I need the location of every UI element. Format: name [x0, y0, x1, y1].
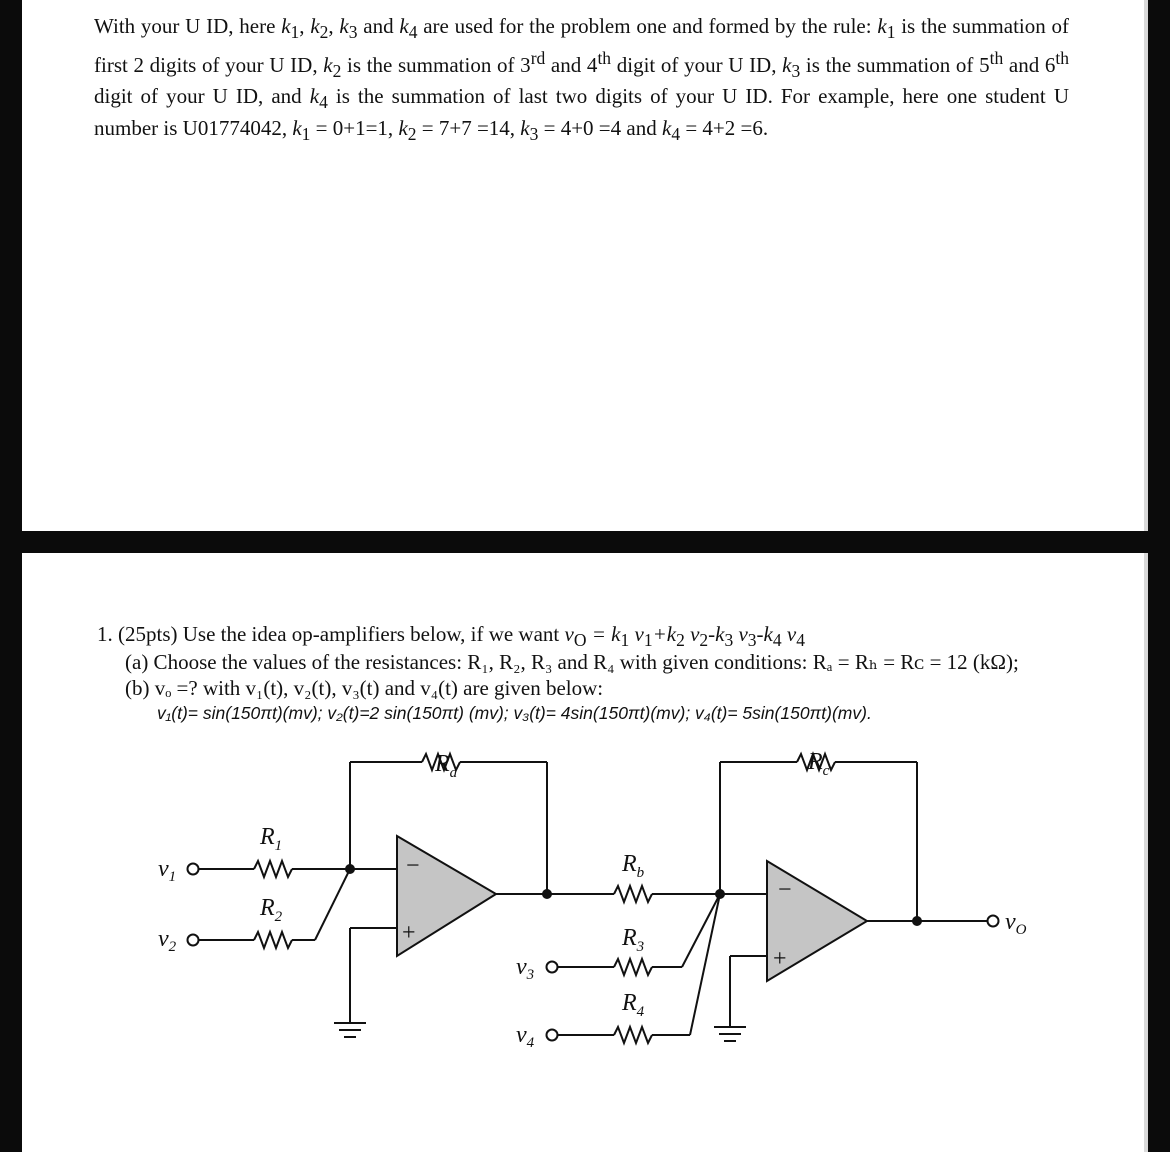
r3-resistor — [614, 959, 652, 975]
label-ra: $R_a$ — [435, 751, 458, 781]
label-v4: $v_4$ — [516, 1022, 535, 1051]
label-r3: $R_3$ — [622, 925, 645, 955]
rb-resistor — [614, 886, 652, 902]
label-r1: $R_1$ — [260, 824, 283, 854]
label-vo: $v_O$ — [1005, 909, 1027, 938]
junction-dot — [912, 916, 922, 926]
label-v2: $v_2$ — [158, 926, 177, 955]
label-v1: $v_1$ — [158, 856, 177, 885]
op-amp-2-plus: + — [773, 946, 787, 972]
question-part-a: (a) Choose the values of the resistances: R₁, R₂, R₃ and R₄ with given conditions: Rₐ = Rₕ = Rᴄ = 12 (kΩ); — [125, 650, 1019, 674]
top-page — [22, 0, 1148, 531]
given-signals: v₁(t)= sin(150πt)(mv); v₂(t)=2 sin(150πt) (mv); v₃(t)= 4sin(150πt)(mv); v₄(t)= 5sin(150πt)(mv). — [157, 703, 872, 723]
r1-resistor — [254, 861, 292, 877]
v1-terminal — [188, 864, 199, 875]
r4-resistor — [614, 1027, 652, 1043]
junction-dot — [345, 864, 355, 874]
label-r2: $R_2$ — [260, 895, 283, 925]
v4-terminal — [547, 1030, 558, 1041]
label-rc: $R_c$ — [808, 749, 830, 779]
page-edge — [1144, 0, 1148, 531]
bottom-page — [22, 553, 1148, 1152]
op-amp-2-minus: − — [778, 877, 792, 903]
intro-paragraph: With your U ID, here $k_1$, $k_2$, $k_3$ and $k_4$ are used for the problem one and formed by the rule: $k_1$ is the summation of first 2 digits of your U ID, $k_2$ is the summation of 3rd and 4th digit of your U ID, $k_3$ is the summation of 5th and 6th digit of your U ID, and $k_4$ is the summation of last two digits of your U ID. For example, here one student U number is U01774042, $k_1 = 0+1=1$, $k_2 = 7+7 =14$, $k_3 = 4+0 =4$ and $k_4 = 4+2 =6$. — [94, 14, 1070, 145]
op-amp-1-minus: − — [406, 853, 420, 879]
junction-dot — [542, 889, 552, 899]
op-amp-circuit-diagram — [22, 553, 1148, 1152]
label-rb: $R_b$ — [622, 851, 645, 881]
v3-terminal — [547, 962, 558, 973]
vo-terminal — [988, 916, 999, 927]
op-amp-1-plus: + — [402, 920, 416, 946]
question-part-b: (b) vₒ =? with v₁(t), v₂(t), v₃(t) and v₄(t) are given below: — [125, 676, 604, 700]
label-v3: $v_3$ — [516, 954, 535, 983]
question-heading: 1. (25pts) Use the idea op-amplifiers below, if we want $v_O = k_1$ $v_1+k_2$ $v_2-k_3$ $v_3-k_4$ $v_4$ — [97, 622, 805, 651]
r2-resistor — [254, 932, 292, 948]
v2-terminal — [188, 935, 199, 946]
label-r4: $R_4$ — [622, 990, 645, 1020]
junction-dot — [715, 889, 725, 899]
